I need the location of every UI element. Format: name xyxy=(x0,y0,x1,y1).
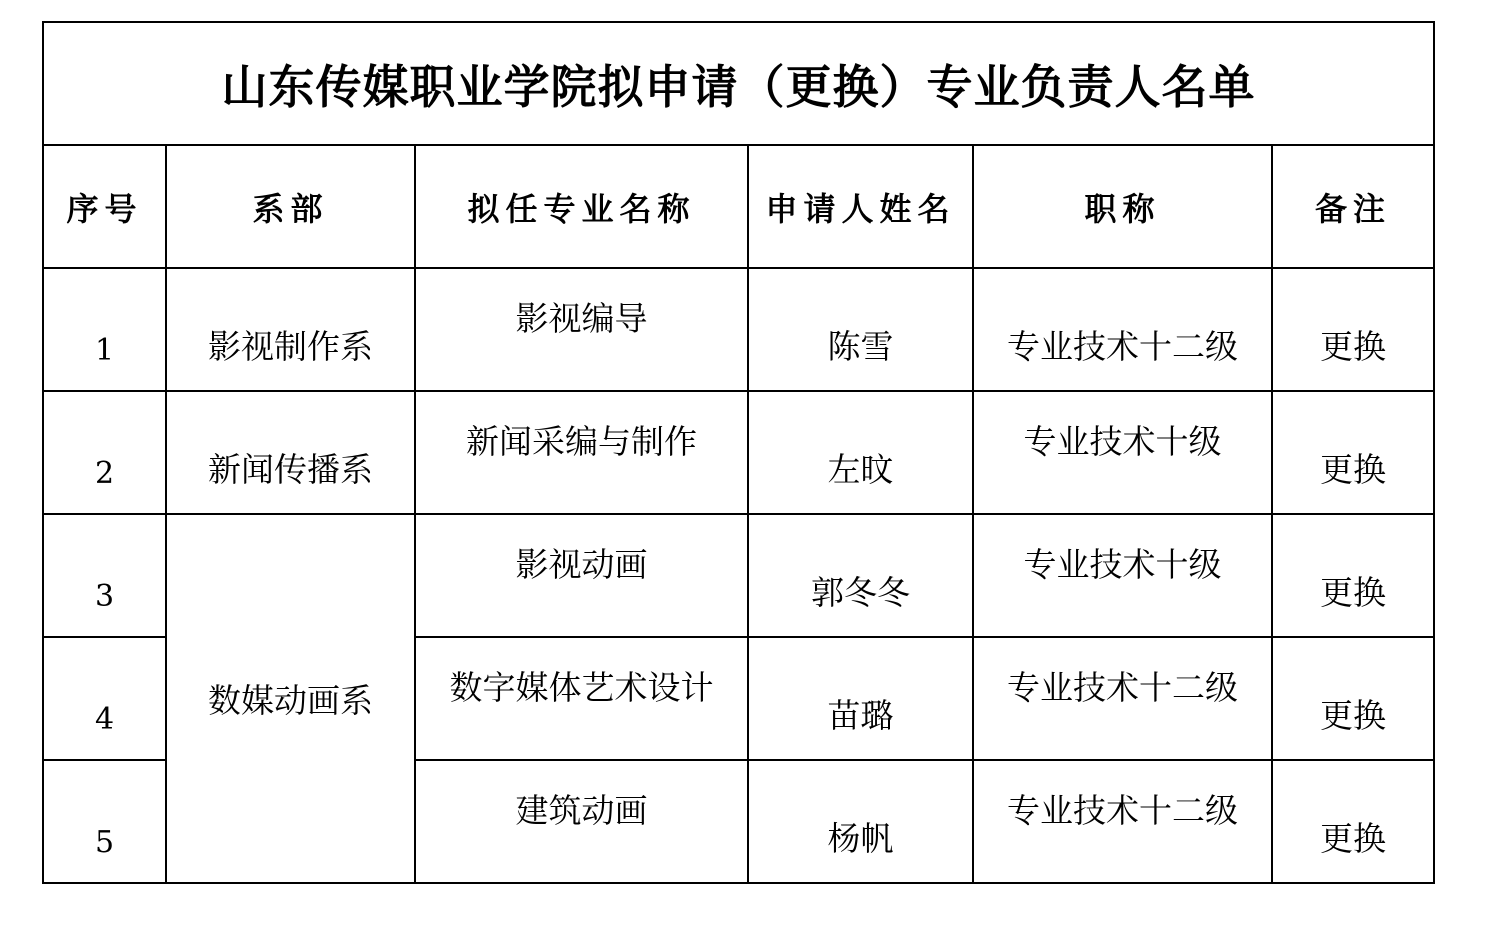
header-dept: 系部 xyxy=(166,145,415,268)
row-dept-text: 数媒动画系 xyxy=(208,681,373,720)
row-note-text: 更换 xyxy=(1320,327,1387,366)
row-rank-text: 专业技术十二级 xyxy=(1007,668,1238,707)
row-note xyxy=(1272,391,1434,514)
row-note-text: 更换 xyxy=(1320,573,1387,612)
header-rank: 职称 xyxy=(973,145,1272,268)
row-applicant-text: 郭冬冬 xyxy=(811,573,910,612)
row-major-text: 建筑动画 xyxy=(515,791,648,830)
row-applicant-text: 陈雪 xyxy=(827,327,894,366)
row-note xyxy=(1272,637,1434,760)
row-major xyxy=(415,637,748,760)
row-note-text: 更换 xyxy=(1320,696,1387,735)
row-seq-text: 5 xyxy=(94,825,115,860)
row-seq xyxy=(43,268,166,391)
row-seq-text: 1 xyxy=(94,333,115,368)
row-major xyxy=(415,268,748,391)
header-applicant: 申请人姓名 xyxy=(748,145,973,268)
row-dept xyxy=(166,391,415,514)
title-row xyxy=(43,22,1434,145)
row-seq xyxy=(43,391,166,514)
row-major xyxy=(415,391,748,514)
header-seq: 序号 xyxy=(43,145,166,268)
row-dept-text: 新闻传播系 xyxy=(208,450,373,489)
row-major xyxy=(415,760,748,883)
document-title: 山东传媒职业学院拟申请（更换）专业负责人名单 xyxy=(43,22,1434,145)
table-row xyxy=(43,268,1434,391)
row-dept-merged xyxy=(166,514,415,883)
header-major: 拟任专业名称 xyxy=(415,145,748,268)
row-rank xyxy=(973,760,1272,883)
table-row xyxy=(43,514,1434,637)
row-seq-text: 3 xyxy=(94,579,115,614)
row-note xyxy=(1272,268,1434,391)
row-dept xyxy=(166,268,415,391)
row-rank-text: 专业技术十级 xyxy=(1023,545,1222,584)
row-applicant xyxy=(748,514,973,637)
row-seq xyxy=(43,514,166,637)
row-dept-text: 影视制作系 xyxy=(208,327,373,366)
row-rank xyxy=(973,268,1272,391)
row-seq-text: 2 xyxy=(94,456,115,491)
header-note: 备注 xyxy=(1272,145,1434,268)
row-major xyxy=(415,514,748,637)
applicant-list-table xyxy=(42,21,1435,884)
row-rank xyxy=(973,514,1272,637)
row-rank-text: 专业技术十级 xyxy=(1023,422,1222,461)
row-major-text: 数字媒体艺术设计 xyxy=(449,668,714,707)
row-major-text: 影视编导 xyxy=(515,299,648,338)
row-rank xyxy=(973,637,1272,760)
row-applicant-text: 左旼 xyxy=(827,450,894,489)
row-applicant xyxy=(748,760,973,883)
row-note-text: 更换 xyxy=(1320,450,1387,489)
row-applicant-text: 杨帆 xyxy=(827,819,894,858)
row-note xyxy=(1272,514,1434,637)
row-seq xyxy=(43,637,166,760)
row-note xyxy=(1272,760,1434,883)
row-seq xyxy=(43,760,166,883)
row-major-text: 新闻采编与制作 xyxy=(466,422,697,461)
row-note-text: 更换 xyxy=(1320,819,1387,858)
row-applicant-text: 苗璐 xyxy=(827,696,894,735)
row-rank-text: 专业技术十二级 xyxy=(1007,791,1238,830)
row-applicant xyxy=(748,268,973,391)
row-rank-text: 专业技术十二级 xyxy=(1007,327,1238,366)
row-applicant xyxy=(748,391,973,514)
row-major-text: 影视动画 xyxy=(515,545,648,584)
table-row xyxy=(43,391,1434,514)
header-row xyxy=(43,145,1434,268)
row-seq-text: 4 xyxy=(94,702,115,737)
row-applicant xyxy=(748,637,973,760)
row-rank xyxy=(973,391,1272,514)
